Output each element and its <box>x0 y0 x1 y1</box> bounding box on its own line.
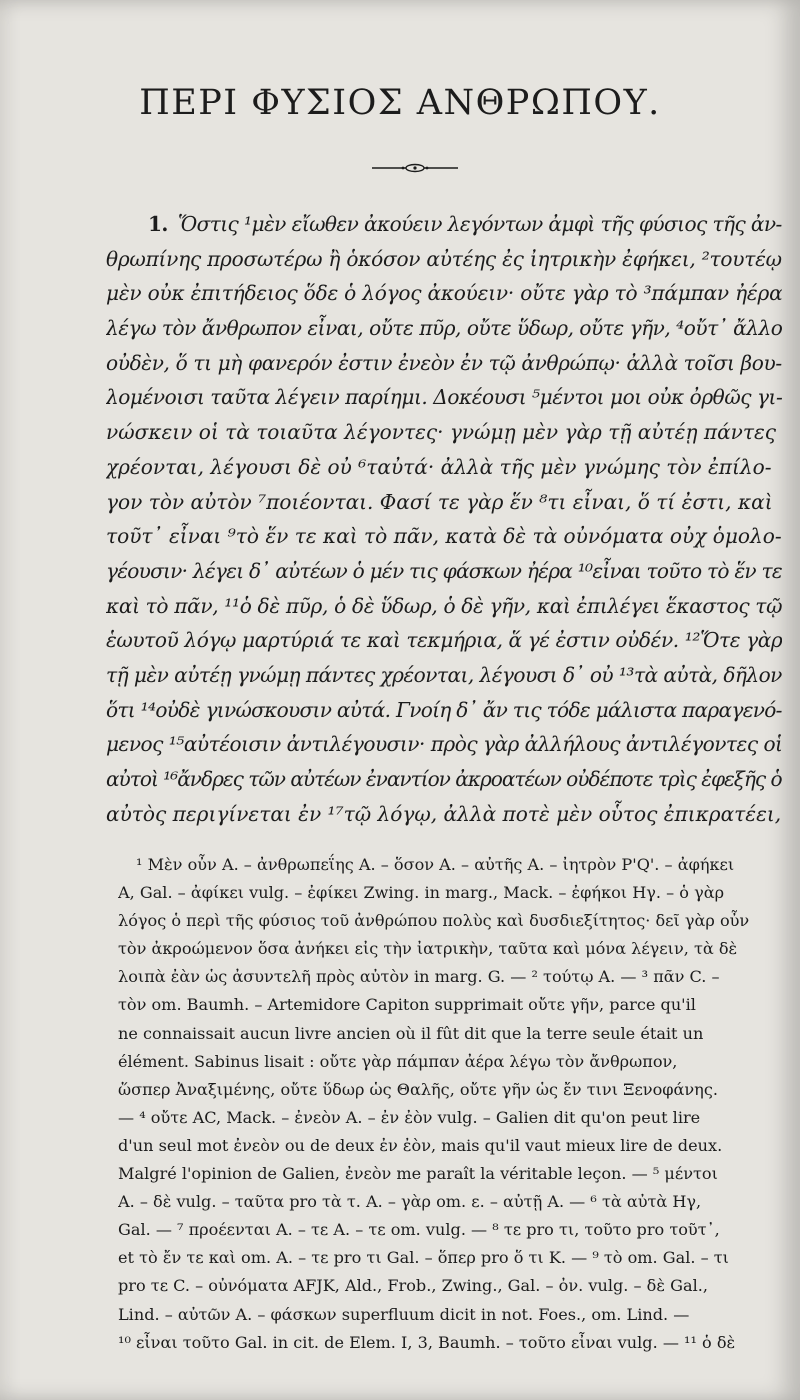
text-line-content: ὅτι ¹⁴οὐδὲ γινώσκουσιν αὐτά. Γνοίη δ᾽ ἄν τις τόδε μάλιστα παραγενό- <box>106 697 782 722</box>
footnote-line: Malgré l'opinion de Galien, ἐνεὸν me paraît la véritable leçon. — ⁵ μέντοι <box>118 1164 718 1184</box>
paragraph-number: 1. <box>148 212 168 236</box>
text-line <box>106 276 782 311</box>
text-line-content: ἑωυτοῦ λόγῳ μαρτύριά τε καὶ τεκμήρια, ἅ γέ ἐστιν οὐδέν. ¹²Ὅτε γὰρ <box>106 628 782 653</box>
text-line <box>106 519 782 554</box>
text-line-content: γον τὸν αὐτὸν ⁷ποιέονται. Φασί τε γὰρ ἕν ⁸τι εἶναι, ὅ τί ἐστι, καὶ <box>106 489 773 514</box>
text-line <box>106 589 782 624</box>
footnote-line: Gal. — ⁷ προέενται A. – τε A. – τε om. vulg. — ⁸ τε pro τι, τοῦτο pro τοῦτ᾽, <box>118 1220 720 1240</box>
text-line-content: χρέονται, λέγουσι δὲ οὐ ⁶ταὐτά· ἀλλὰ τῆς μὲν γνώμης τὸν ἐπίλο- <box>106 454 772 479</box>
text-line-content: Ὅστις ¹μὲν εἴωθεν ἀκούειν λεγόντων ἀμφὶ τῆς φύσιος τῆς ἀν- <box>177 212 782 236</box>
text-line <box>106 415 782 450</box>
text-line-content: οὐδὲν, ὅ τι μὴ φανερόν ἐστιν ἐνεὸν ἐν τῷ ἀνθρώπῳ· ἀλλὰ τοῖσι βου- <box>106 350 782 375</box>
text-line <box>106 658 782 693</box>
text-line-content: μὲν οὐκ ἐπιτήδειος ὅδε ὁ λόγος ἀκούειν· οὔτε γὰρ τὸ ³πάμπαν ἠέρα <box>106 281 782 306</box>
footnote-line: d'un seul mot ἐνεὸν ou de deux ἐν ἐὸν, mais qu'il vaut mieux lire de deux. <box>118 1135 723 1155</box>
page-title: ΠΕΡΙ ΦΥΣΙΟΣ ΑΝΘΡΩΠΟΥ. <box>139 83 661 123</box>
footnote-line: ὥσπερ Ἀναξιμένης, οὔτε ὕδωρ ὡς Θαλῆς, οὔτε γῆν ὡς ἔν τινι Ξενοφάνης. <box>118 1079 718 1099</box>
text-line-content: λέγω τὸν ἄνθρωπον εἶναι, οὔτε πῦρ, οὔτε ὕδωρ, οὔτε γῆν, ⁴οὔτ᾽ ἄλλο <box>106 316 782 341</box>
footnote-line: τὸν ἀκροώμενον ὅσα ἀνήκει εἰς τὴν ἰατρικὴν, ταῦτα καὶ μόνα λέγειν, τὰ δὲ <box>118 939 738 959</box>
text-line <box>106 554 782 589</box>
footnote-line: λοιπὰ ἐὰν ὡς ἀσυντελῆ πρὸς αὐτὸν in marg. G. — ² τούτῳ A. — ³ πᾶν C. – <box>118 967 720 987</box>
text-line <box>106 762 782 797</box>
text-line-content: αὐτὸς περιγίνεται ἐν ¹⁷τῷ λόγῳ, ἀλλὰ ποτὲ μὲν οὗτος ἐπικρατέει, <box>106 801 782 826</box>
footnote-line: élément. Sabinus lisait : οὔτε γὰρ πάμπαν ἀέρα λέγω τὸν ἄνθρωπον, <box>118 1051 678 1071</box>
footnote-line: τὸν om. Baumh. – Artemidore Capiton supprimait οὔτε γῆν, parce qu'il <box>118 995 696 1015</box>
text-line <box>106 450 782 485</box>
text-line <box>106 797 782 832</box>
footnotes <box>118 851 782 1357</box>
text-line-content: τῇ μὲν αὐτέῃ γνώμῃ πάντες χρέονται, λέγουσι δ᾽ οὐ ¹³τὰ αὐτὰ, δῆλον <box>106 662 782 687</box>
text-line <box>106 380 782 415</box>
text-line <box>106 207 782 242</box>
text-line <box>106 693 782 728</box>
main-text <box>106 207 782 831</box>
footnote-line: A, Gal. – ἀφίκει vulg. – ἐφίκει Zwing. in marg., Mack. – ἐφήκοι Hγ. – ὁ γὰρ <box>118 883 725 903</box>
text-line-content: θρωπίνης προσωτέρω ἢ ὁκόσον αὐτέης ἐς ἰητρικὴν ἐφήκει, ²τουτέῳ <box>106 246 782 271</box>
text-line <box>106 242 782 277</box>
text-line <box>106 727 782 762</box>
text-line <box>106 346 782 381</box>
text-line-content: καὶ τὸ πᾶν, ¹¹ὁ δὲ πῦρ, ὁ δὲ ὕδωρ, ὁ δὲ γῆν, καὶ ἐπιλέγει ἕκαστος τῷ <box>106 593 782 618</box>
text-line-content: γέουσιν· λέγει δ᾽ αὐτέων ὁ μέν τις φάσκων ἠέρα ¹⁰εἶναι τοῦτο τὸ ἕν τε <box>106 558 782 583</box>
footnote-line: pro τε C. – οὐνόματα AFJK, Ald., Frob., Zwing., Gal. – ὀν. vulg. – δὲ Gal., <box>118 1276 708 1296</box>
text-line-content: λομένοισι ταῦτα λέγειν παρίημι. Δοκέουσι ⁵μέντοι μοι οὐκ ὀρθῶς γι- <box>106 385 782 410</box>
footnote-line: λόγος ὁ περὶ τῆς φύσιος τοῦ ἀνθρώπου πολὺς καὶ δυσδιεξίτητος· δεῖ γὰρ οὖν <box>118 911 750 931</box>
footnote-line: A. – δὲ vulg. – ταῦτα pro τὰ τ. A. – γὰρ om. ε. – αὐτῇ A. — ⁶ τὰ αὐτὰ Hγ, <box>118 1192 702 1212</box>
ornament-divider-icon <box>370 158 460 178</box>
footnote-line: ¹⁰ εἶναι τοῦτο Gal. in cit. de Elem. I, 3, Baumh. – τοῦτο εἶναι vulg. — ¹¹ ὁ δὲ <box>118 1332 736 1352</box>
text-line <box>106 485 782 520</box>
footnote-line: — ⁴ οὔτε AC, Mack. – ἐνεὸν A. – ἐν ἐὸν vulg. – Galien dit qu'on peut lire <box>118 1107 701 1127</box>
text-line-content: τοῦτ᾽ εἶναι ⁹τὸ ἕν τε καὶ τὸ πᾶν, κατὰ δὲ τὰ οὐνόματα οὐχ ὁμολο- <box>106 524 782 549</box>
text-line <box>106 311 782 346</box>
text-line-content: αὐτοὶ ¹⁶ἄνδρες τῶν αὐτέων ἐναντίον ἀκροατέων οὐδέποτε τρὶς ἐφεξῆς ὁ <box>106 767 782 791</box>
text-line-content: νώσκειν οἱ τὰ τοιαῦτα λέγοντες· γνώμῃ μὲν γὰρ τῇ αὐτέῃ πάντες <box>106 420 777 445</box>
footnote-line: et τὸ ἔν τε καὶ om. A. – τε pro τι Gal. – ὅπερ pro ὅ τι K. — ⁹ τὸ om. Gal. – τι <box>118 1248 729 1268</box>
footnote-line: ¹ Μὲν οὖν A. – ἀνθρωπεΐης A. – ὅσον A. – αὐτῆς A. – ἰητρὸν P'Q'. – ἀφήκει <box>136 855 735 874</box>
footnote-line: Lind. – αὐτῶν A. – φάσκων superfluum dicit in not. Foes., om. Lind. — <box>118 1304 690 1324</box>
text-line-content: μενος ¹⁵αὐτέοισιν ἀντιλέγουσιν· πρὸς γὰρ ἀλλήλους ἀντιλέγοντες οἱ <box>106 732 782 757</box>
text-line <box>106 623 782 658</box>
footnote-line: ne connaissait aucun livre ancien où il fût dit que la terre seule était un <box>118 1023 704 1043</box>
